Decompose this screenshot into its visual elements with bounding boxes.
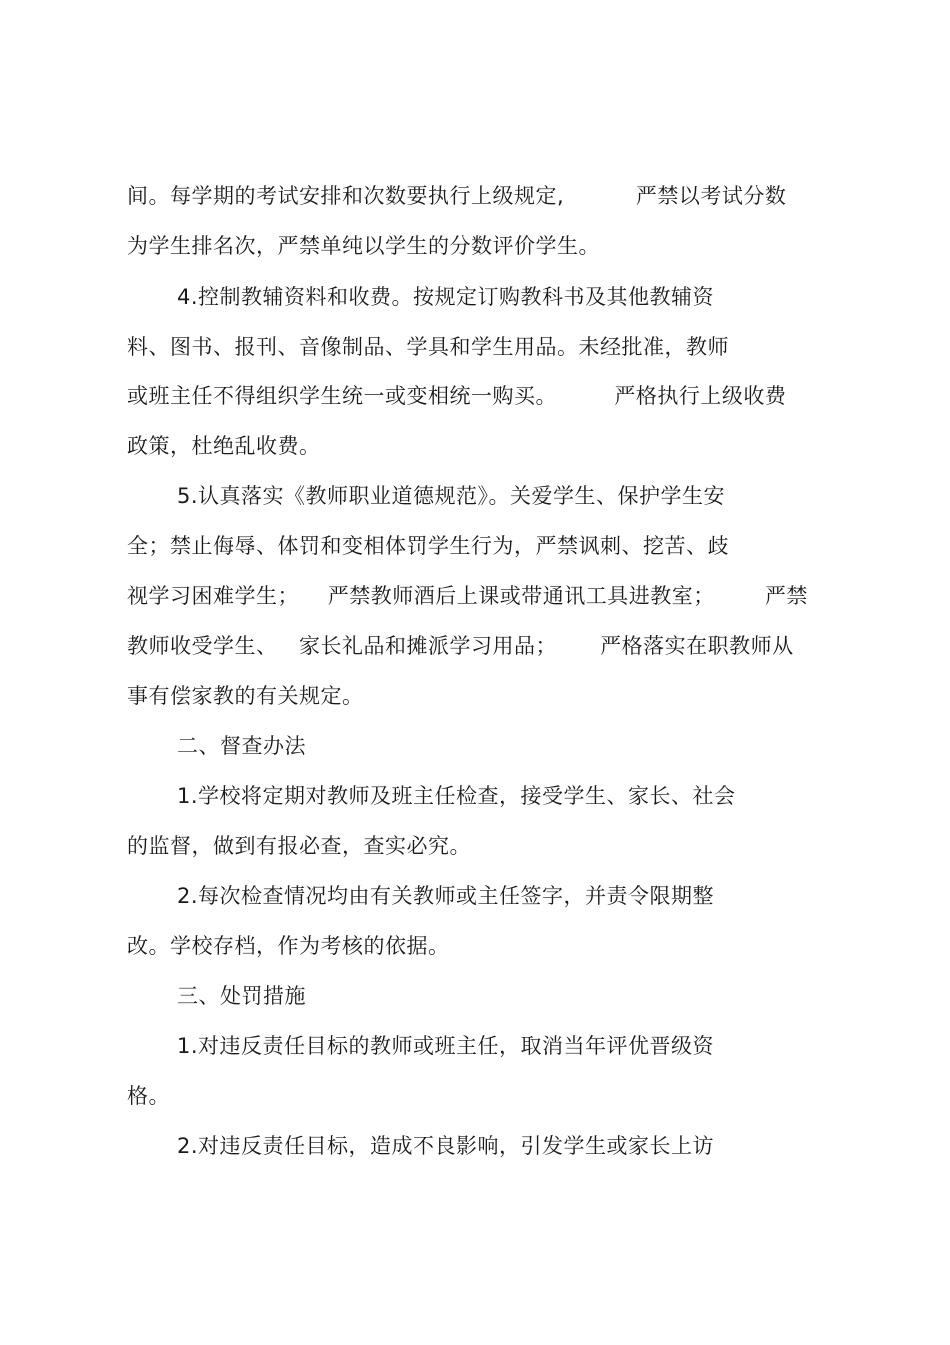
text-line: 的监督，做到有报必查，查实必究。 — [127, 834, 471, 858]
section-heading: 二、督查办法 — [177, 734, 306, 758]
text-line: 教师收受学生、 家长礼品和摊派学习用品； 严格落实在职教师从 — [127, 634, 794, 658]
section-heading: 三、处罚措施 — [177, 984, 306, 1008]
text-line: 格。 — [127, 1084, 170, 1108]
text-line: 2.每次检查情况均由有关教师或主任签字，并责令限期整 — [177, 884, 715, 908]
text-line: 政策，杜绝乱收费。 — [127, 434, 321, 458]
text-line: 4.控制教辅资料和收费。按规定订购教科书及其他教辅资 — [177, 285, 715, 309]
text-line: 视学习困难学生； 严禁教师酒后上课或带通讯工具进教室； 严禁 — [127, 584, 808, 608]
text-line: 改。学校存档，作为考核的依据。 — [127, 934, 450, 958]
text-line: 料、图书、报刊、音像制品、学具和学生用品。未经批准，教师 — [127, 335, 729, 359]
text-line: 2.对违反责任目标，造成不良影响，引发学生或家长上访 — [177, 1134, 715, 1158]
text-line: 5.认真落实《教师职业道德规范》。关爱学生、保护学生安 — [177, 484, 726, 508]
text-line: 或班主任不得组织学生统一或变相统一购买。 严格执行上级收费 — [127, 384, 787, 408]
text-line: 1.对违反责任目标的教师或班主任，取消当年评优晋级资 — [177, 1034, 715, 1058]
text-line: 事有偿家教的有关规定。 — [127, 684, 364, 708]
text-line: 1.学校将定期对教师及班主任检查，接受学生、家长、社会 — [177, 784, 736, 808]
text-line: 全；禁止侮辱、体罚和变相体罚学生行为，严禁讽刺、挖苦、歧 — [127, 534, 729, 558]
text-line: 为学生排名次，严禁单纯以学生的分数评价学生。 — [127, 234, 600, 258]
text-line: 间。每学期的考试安排和次数要执行上级规定, 严禁以考试分数 — [127, 184, 787, 208]
